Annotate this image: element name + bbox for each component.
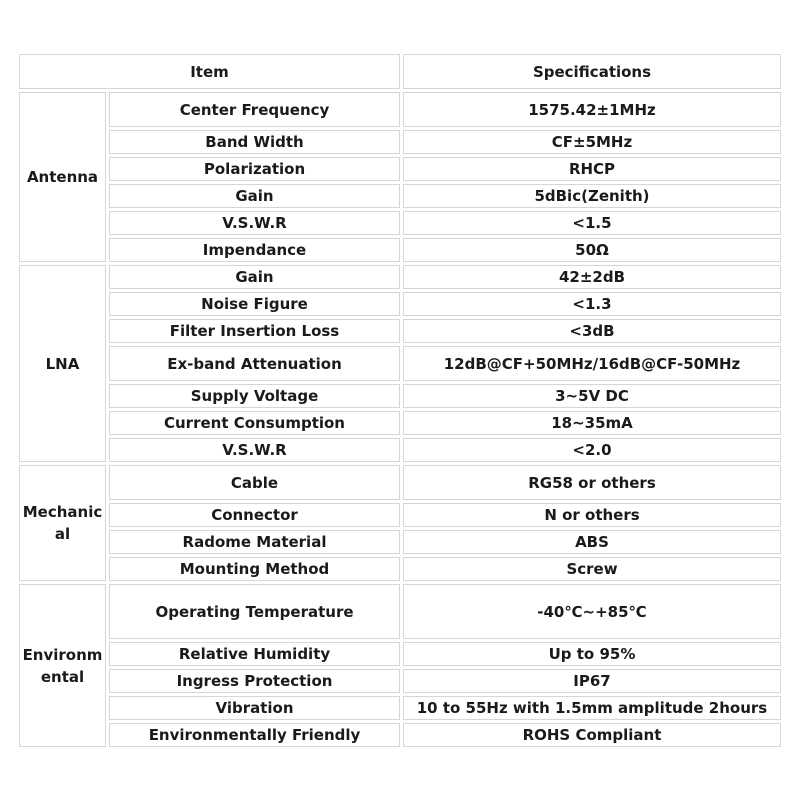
item-cell: Radome Material (109, 530, 400, 554)
table-row (19, 184, 781, 208)
header-item: Item (19, 54, 400, 89)
table-row (19, 530, 781, 554)
item-cell: V.S.W.R (109, 211, 400, 235)
header-specifications: Specifications (403, 54, 781, 89)
spec-cell: -40℃~+85℃ (403, 584, 781, 639)
spec-cell: N or others (403, 503, 781, 527)
spec-cell: 50Ω (403, 238, 781, 262)
item-cell: Ex-band Attenuation (109, 346, 400, 381)
item-cell: Environmentally Friendly (109, 723, 400, 747)
spec-cell: 10 to 55Hz with 1.5mm amplitude 2hours (403, 696, 781, 720)
table-row (19, 384, 781, 408)
table-row (19, 92, 781, 127)
table-row (19, 584, 781, 639)
spec-cell: ABS (403, 530, 781, 554)
spec-cell: <1.5 (403, 211, 781, 235)
item-cell: Polarization (109, 157, 400, 181)
spec-cell: Up to 95% (403, 642, 781, 666)
group-mechanical: Mechanical (19, 465, 106, 581)
table-row (19, 130, 781, 154)
item-cell: V.S.W.R (109, 438, 400, 462)
table-row (19, 642, 781, 666)
spec-cell: IP67 (403, 669, 781, 693)
table-row (19, 696, 781, 720)
item-cell: Current Consumption (109, 411, 400, 435)
table-row (19, 669, 781, 693)
item-cell: Relative Humidity (109, 642, 400, 666)
spec-cell: <2.0 (403, 438, 781, 462)
spec-cell: RG58 or others (403, 465, 781, 500)
item-cell: Gain (109, 184, 400, 208)
table-row (19, 238, 781, 262)
table-row (19, 557, 781, 581)
spec-cell: <1.3 (403, 292, 781, 316)
table-row (19, 723, 781, 747)
spec-cell: 1575.42±1MHz (403, 92, 781, 127)
spec-table (16, 51, 784, 750)
table-row (19, 411, 781, 435)
item-cell: Ingress Protection (109, 669, 400, 693)
spec-cell: 12dB@CF+50MHz/16dB@CF-50MHz (403, 346, 781, 381)
item-cell: Center Frequency (109, 92, 400, 127)
item-cell: Impendance (109, 238, 400, 262)
item-cell: Connector (109, 503, 400, 527)
item-cell: Cable (109, 465, 400, 500)
table-row (19, 319, 781, 343)
table-row (19, 157, 781, 181)
item-cell: Operating Temperature (109, 584, 400, 639)
table-row (19, 211, 781, 235)
item-cell: Gain (109, 265, 400, 289)
spec-cell: <3dB (403, 319, 781, 343)
table-row (19, 503, 781, 527)
item-cell: Vibration (109, 696, 400, 720)
table-row (19, 438, 781, 462)
table-row (19, 265, 781, 289)
spec-cell: 18~35mA (403, 411, 781, 435)
spec-cell: CF±5MHz (403, 130, 781, 154)
table-header-row (19, 54, 781, 89)
item-cell: Band Width (109, 130, 400, 154)
spec-cell: ROHS Compliant (403, 723, 781, 747)
group-environmental: Environmental (19, 584, 106, 747)
item-cell: Mounting Method (109, 557, 400, 581)
group-lna: LNA (19, 265, 106, 462)
table-row (19, 292, 781, 316)
group-antenna: Antenna (19, 92, 106, 262)
item-cell: Noise Figure (109, 292, 400, 316)
item-cell: Filter Insertion Loss (109, 319, 400, 343)
spec-cell: 42±2dB (403, 265, 781, 289)
spec-cell: Screw (403, 557, 781, 581)
spec-cell: 5dBic(Zenith) (403, 184, 781, 208)
table-row (19, 346, 781, 381)
table-row (19, 465, 781, 500)
spec-cell: RHCP (403, 157, 781, 181)
spec-cell: 3~5V DC (403, 384, 781, 408)
item-cell: Supply Voltage (109, 384, 400, 408)
